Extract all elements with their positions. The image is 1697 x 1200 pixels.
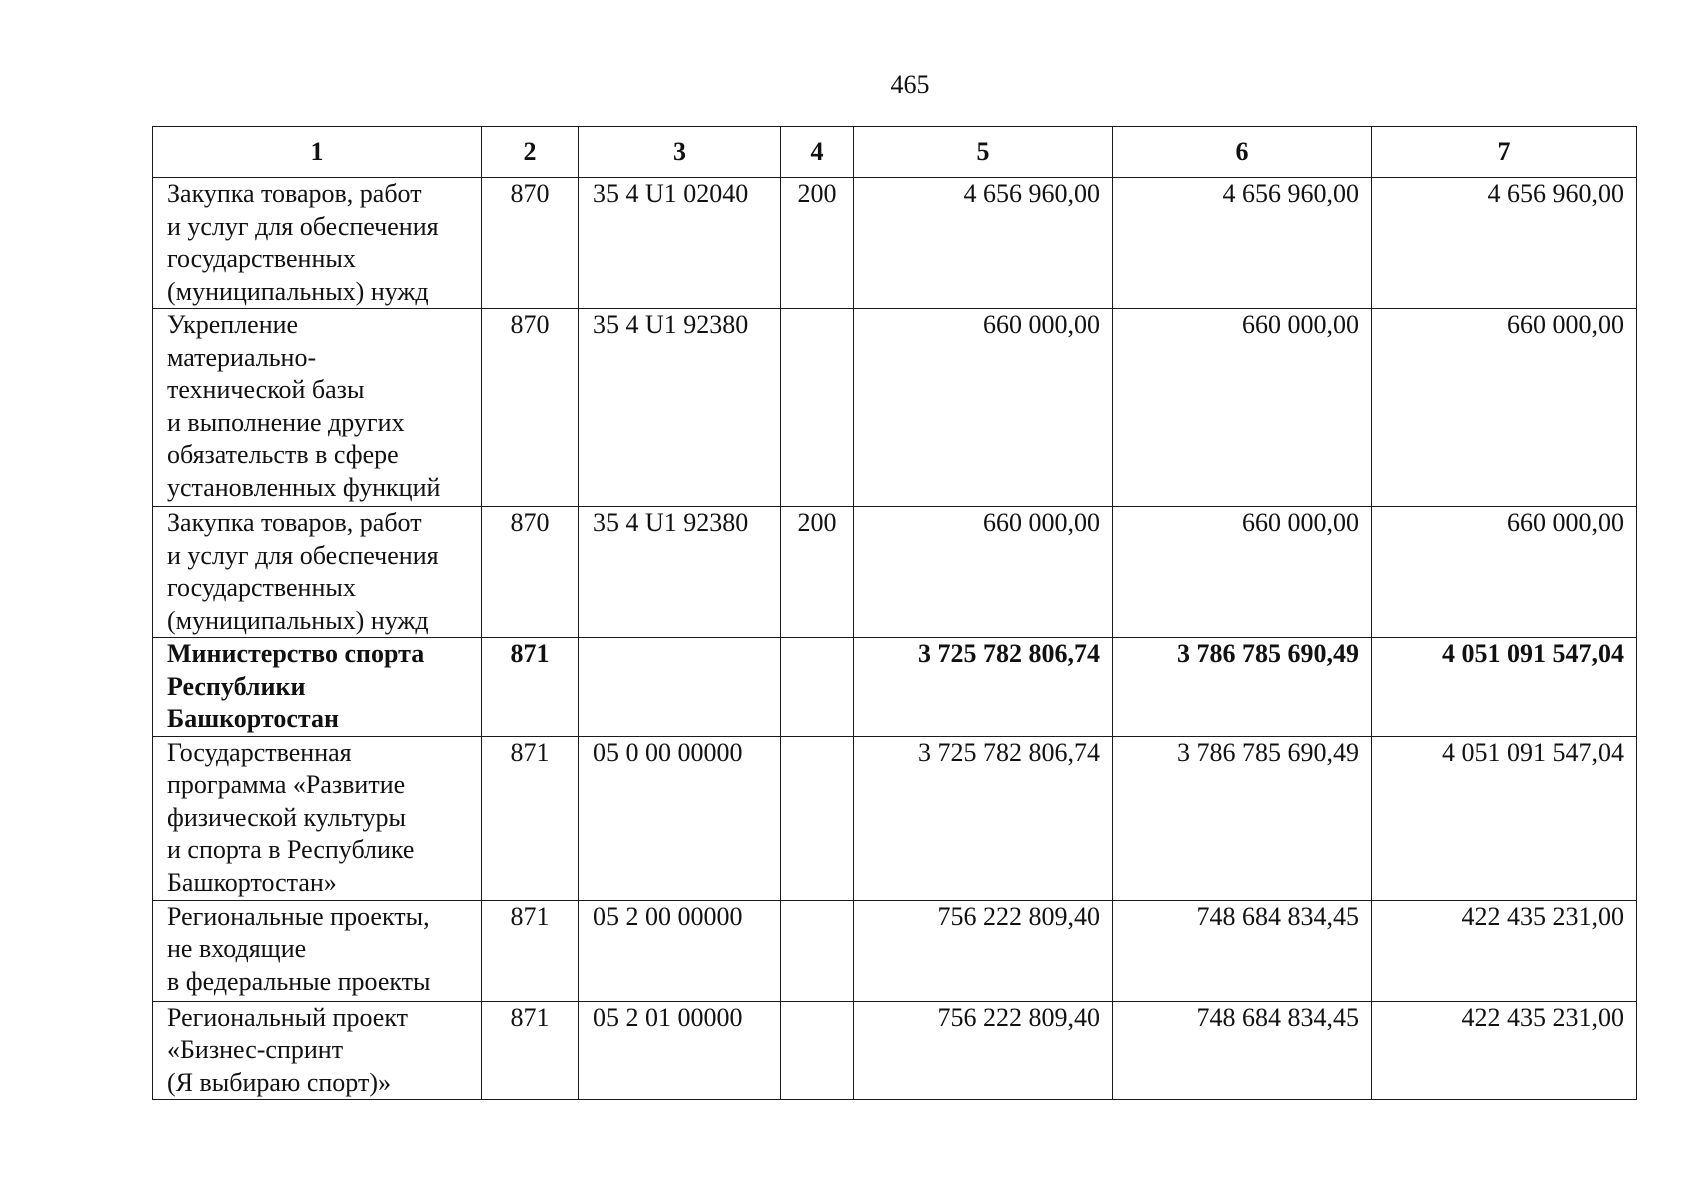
cell-amount-2 <box>1113 736 1372 900</box>
cell-amount-2-text: 660 000,00 <box>1242 508 1359 537</box>
cell-ministry-code <box>482 900 579 1001</box>
cell-amount-2-text: 660 000,00 <box>1242 310 1359 339</box>
cell-expense-type <box>781 178 854 309</box>
cell-ministry-code-text: 871 <box>510 1002 550 1032</box>
header-cell-4: 4 <box>781 127 854 178</box>
cell-amount-2-text: 3 786 785 690,49 <box>1177 639 1359 668</box>
cell-amount-3 <box>1372 507 1637 638</box>
cell-amount-1-text: 660 000,00 <box>983 310 1100 339</box>
header-cell-3: 3 <box>579 127 781 178</box>
table-row <box>153 178 1637 309</box>
cell-amount-1 <box>854 638 1113 737</box>
cell-amount-2-text: 748 684 834,45 <box>1196 1002 1359 1032</box>
cell-amount-1 <box>854 507 1113 638</box>
cell-amount-3-text: 422 435 231,00 <box>1461 901 1624 931</box>
cell-ministry-code-text: 870 <box>510 508 550 537</box>
cell-amount-1 <box>854 900 1113 1001</box>
cell-name <box>153 638 482 737</box>
table-row <box>153 638 1637 737</box>
cell-name-text: Государственная программа «Развитие физической культуры и спорта в Республике Башкортостан» <box>167 737 415 897</box>
cell-name-text: Региональные проекты, не входящие в федеральные проекты <box>167 901 431 996</box>
cell-amount-3-text: 660 000,00 <box>1507 310 1624 339</box>
cell-ministry-code-text: 870 <box>510 179 550 208</box>
cell-name <box>153 900 482 1001</box>
cell-amount-2-text: 4 656 960,00 <box>1222 179 1359 208</box>
cell-target-article <box>579 900 781 1001</box>
cell-ministry-code <box>482 638 579 737</box>
cell-amount-1-text: 756 222 809,40 <box>937 1002 1100 1032</box>
table-row <box>153 1001 1637 1100</box>
table-body <box>153 178 1637 1100</box>
header-cell-2: 2 <box>482 127 579 178</box>
cell-ministry-code <box>482 507 579 638</box>
cell-expense-type-text: 200 <box>797 179 837 208</box>
header-cell-7: 7 <box>1372 127 1637 178</box>
cell-target-article-text: 35 4 U1 92380 <box>593 508 749 537</box>
cell-target-article-text: 05 2 01 00000 <box>593 1002 743 1032</box>
cell-name <box>153 507 482 638</box>
cell-ministry-code <box>482 178 579 309</box>
cell-amount-2 <box>1113 638 1372 737</box>
cell-name-text: Министерство спорта Республики Башкортостан <box>167 639 425 733</box>
cell-ministry-code <box>482 736 579 900</box>
header-row <box>153 127 1637 178</box>
cell-amount-2 <box>1113 900 1372 1001</box>
cell-amount-1-text: 756 222 809,40 <box>937 901 1100 931</box>
cell-amount-2 <box>1113 1001 1372 1100</box>
cell-amount-3 <box>1372 638 1637 737</box>
table-row <box>153 507 1637 638</box>
cell-amount-3 <box>1372 309 1637 507</box>
cell-ministry-code-text: 870 <box>510 310 550 339</box>
cell-target-article <box>579 178 781 309</box>
cell-target-article <box>579 638 781 737</box>
cell-amount-2 <box>1113 309 1372 507</box>
cell-expense-type <box>781 900 854 1001</box>
cell-amount-3 <box>1372 736 1637 900</box>
cell-amount-3 <box>1372 1001 1637 1100</box>
cell-target-article-text: 05 0 00 00000 <box>593 737 743 767</box>
cell-amount-3-text: 4 656 960,00 <box>1487 179 1624 208</box>
cell-amount-3-text: 4 051 091 547,04 <box>1442 737 1624 767</box>
cell-name <box>153 736 482 900</box>
header-cell-6: 6 <box>1113 127 1372 178</box>
cell-expense-type <box>781 736 854 900</box>
cell-target-article-text: 35 4 U1 02040 <box>593 179 749 208</box>
cell-target-article <box>579 309 781 507</box>
cell-amount-3 <box>1372 900 1637 1001</box>
cell-amount-1-text: 3 725 782 806,74 <box>918 737 1100 767</box>
cell-amount-3-text: 660 000,00 <box>1507 508 1624 537</box>
cell-amount-2-text: 748 684 834,45 <box>1196 901 1359 931</box>
cell-amount-1 <box>854 178 1113 309</box>
table-row <box>153 736 1637 900</box>
cell-expense-type <box>781 507 854 638</box>
cell-ministry-code <box>482 1001 579 1100</box>
cell-ministry-code-text: 871 <box>510 639 550 668</box>
cell-name-text: Укрепление материально- технической базы и выполнение других обязательств в сфере установленных функций <box>167 310 441 502</box>
budget-table <box>152 126 1637 1100</box>
table-row <box>153 900 1637 1001</box>
cell-name <box>153 178 482 309</box>
cell-amount-3-text: 4 051 091 547,04 <box>1442 639 1624 668</box>
cell-expense-type-text: 200 <box>797 508 837 537</box>
header-cell-1: 1 <box>153 127 482 178</box>
cell-amount-1-text: 4 656 960,00 <box>963 179 1100 208</box>
cell-amount-1-text: 660 000,00 <box>983 508 1100 537</box>
cell-amount-1 <box>854 309 1113 507</box>
page-number: 465 <box>890 70 930 99</box>
cell-target-article <box>579 1001 781 1100</box>
cell-name-text: Региональный проект «Бизнес-спринт (Я выбираю спорт)» <box>167 1002 408 1097</box>
cell-target-article <box>579 736 781 900</box>
cell-amount-2 <box>1113 507 1372 638</box>
cell-expense-type <box>781 1001 854 1100</box>
cell-ministry-code-text: 871 <box>510 901 550 931</box>
header-cell-5: 5 <box>854 127 1113 178</box>
cell-name <box>153 1001 482 1100</box>
cell-expense-type <box>781 309 854 507</box>
cell-target-article <box>579 507 781 638</box>
cell-target-article-text: 05 2 00 00000 <box>593 901 743 931</box>
cell-name <box>153 309 482 507</box>
cell-ministry-code-text: 871 <box>510 737 550 767</box>
cell-name-text: Закупка товаров, работ и услуг для обеспечения государственных (муниципальных) нужд <box>167 508 439 635</box>
cell-amount-3 <box>1372 178 1637 309</box>
cell-expense-type <box>781 638 854 737</box>
cell-amount-3-text: 422 435 231,00 <box>1461 1002 1624 1032</box>
cell-ministry-code <box>482 309 579 507</box>
cell-amount-2-text: 3 786 785 690,49 <box>1177 737 1359 767</box>
cell-target-article-text: 35 4 U1 92380 <box>593 310 749 339</box>
cell-amount-2 <box>1113 178 1372 309</box>
cell-name-text: Закупка товаров, работ и услуг для обеспечения государственных (муниципальных) нужд <box>167 179 439 306</box>
table-row <box>153 309 1637 507</box>
cell-amount-1 <box>854 736 1113 900</box>
cell-amount-1 <box>854 1001 1113 1100</box>
cell-amount-1-text: 3 725 782 806,74 <box>918 639 1100 668</box>
